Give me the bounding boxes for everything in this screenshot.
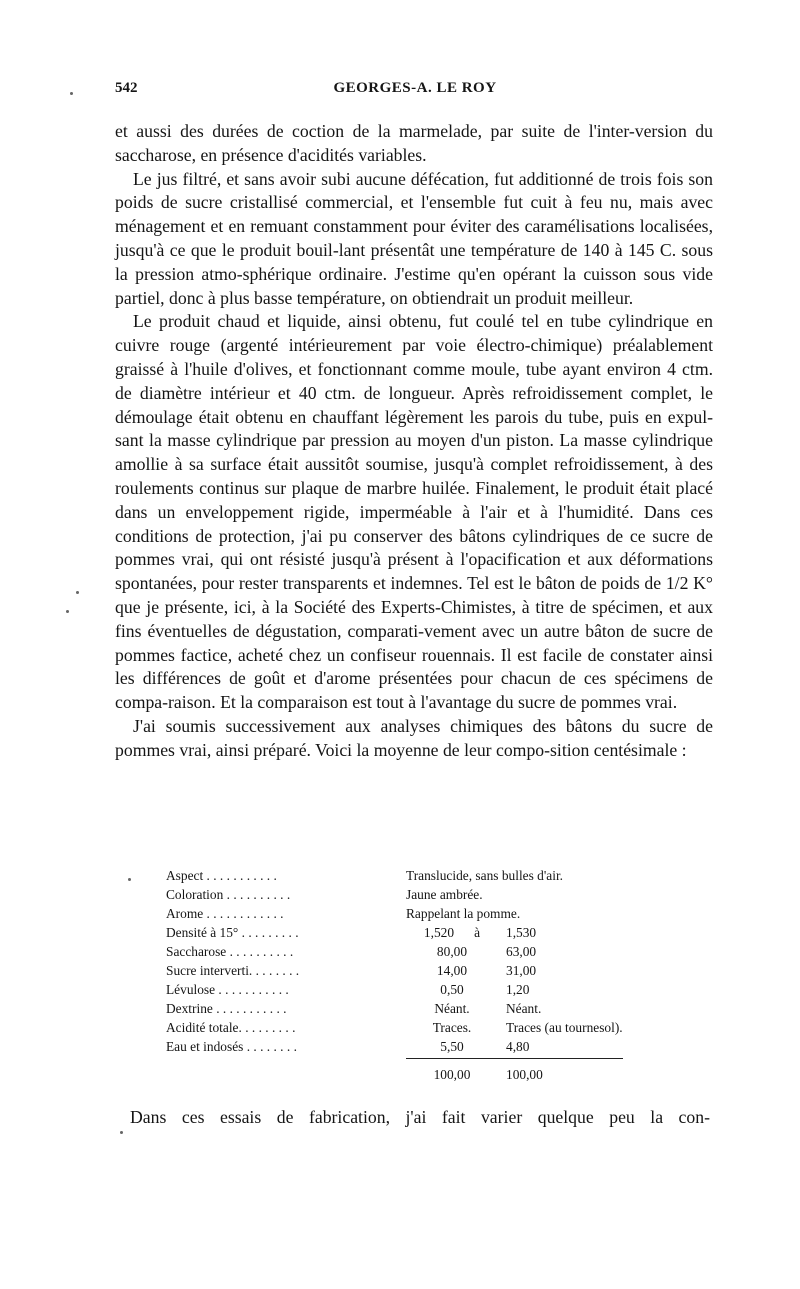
value-sample-1: 14,00 [436,963,468,978]
value-sample-2: 1,20 [506,982,530,997]
table-row [166,982,623,1001]
value: 1,520 [423,925,455,940]
table-row [166,925,623,944]
value-sample-1: 5,50 [440,1039,464,1054]
table-row [166,944,623,963]
table-row [166,906,623,925]
row-description: Jaune ambrée. [406,887,483,902]
table-total-row [166,1059,623,1087]
table-row [166,1001,623,1020]
row-label: Saccharose . . . . . . . . . . [166,944,294,959]
row-label: Sucre interverti. . . . . . . . [166,963,300,978]
range-separator: à [474,925,481,940]
page-header [115,80,715,104]
margin-speck [70,92,73,95]
value-sample-1: 0,50 [440,982,464,997]
row-label: Coloration . . . . . . . . . . [166,887,291,902]
table-row [166,1020,623,1039]
value-sample-2: Néant. [506,1001,542,1016]
table-row [166,887,623,906]
value-sample-2: 1,530 [506,925,537,940]
row-label: Arome . . . . . . . . . . . . [166,906,284,921]
row-label: Lévulose . . . . . . . . . . . [166,982,289,997]
body-text [115,120,713,763]
total-sample-1: 100,00 [406,1059,498,1087]
paragraph: Le produit chaud et liquide, ainsi obtenu, fut coulé tel en tube cylindrique en cuivre rouge (argenté intérieurement par voie électro-chimique) préalablement graissé à l'huile d'olives, et fonctionnant comme moule, tube ayant environ 4 ctm. de diamètre intérieur et 40 ctm. de longueur. Après refroidissement complet, le démoulage était obtenu en chauffant légèrement les parois du tube, puis en expul-sant la masse cylindrique par pression au moyen d'un piston. La masse cylindrique amollie à sa surface était aussitôt soumise, jusqu'à complet refroidissement, à des roulements continus sur plaque de marbre huilée. Finalement, le produit était placé dans un enveloppement rigide, imperméable à l'air et à l'humidité. Dans ces conditions de protection, j'ai pu conserver des bâtons cylindriques de ce sucre de pommes vrai, qui ont résisté jusqu'à présent à l'opacification et aux déformations spontanées, pour rester transparents et indemnes. Tel est le bâton de poids de 1/2 K° que je présente, ici, à la Société des Experts-Chimistes, à titre de spécimen, et aux fins éventuelles de dégustation, comparati-vement avec un autre bâton de sucre de pommes factice, acheté chez un confiseur rouennais. Il est facile de constater ainsi les différences de goût et d'arome présentées pour chacun de ces spécimens de compa-raison. Et la comparaison est tout à l'avantage du sucre de pommes vrai. [115,311,713,713]
value-sample-2: 63,00 [506,944,537,959]
paragraph: Le jus filtré, et sans avoir subi aucune défécation, fut additionné de trois fois son poids de sucre cristallisé commercial, et l'ensemble fut cuit à feu nu, mais avec ménagement et en remuant constamment pour éviter des caramélisations localisées, jusqu'à ce que le produit bouil-lant présentât une température de 140 à 145 C. sous la pression atmo-sphérique ordinaire. J'estime qu'en opérant la cuisson sous vide partiel, donc à plus basse température, on obtiendrait un produit meilleur. [115,168,713,308]
value-sample-1 [406,925,498,944]
value-sample-1: Traces. [432,1020,472,1035]
margin-speck [120,1131,123,1134]
paragraph: et aussi des durées de coction de la marmelade, par suite de l'inter-version du saccharose, en présence d'acidités variables. [115,121,713,165]
row-label: Eau et indosés . . . . . . . . [166,1039,297,1054]
row-description: Translucide, sans bulles d'air. [406,868,564,883]
paragraph: Dans ces essais de fabrication, j'ai fait varier quelque peu la con- [130,1107,710,1127]
value-sample-2: Traces (au tournesol). [506,1020,623,1035]
margin-speck [66,610,69,613]
row-description: Rappelant la pomme. [406,906,521,921]
composition-table [166,868,686,1086]
value-sample-2: 31,00 [506,963,537,978]
value-sample-1: Néant. [434,1001,470,1016]
running-title: GEORGES-A. LE ROY [333,80,497,96]
margin-speck [76,591,79,594]
row-label: Densité à 15° . . . . . . . . . [166,925,299,940]
row-label: Dextrine . . . . . . . . . . . [166,1001,287,1016]
value-sample-2: 4,80 [506,1039,530,1054]
row-label: Aspect . . . . . . . . . . . [166,868,277,883]
total-sample-2: 100,00 [498,1059,623,1087]
margin-speck [128,878,131,881]
table-row [166,963,623,982]
table-row [166,1039,623,1059]
page-number: 542 [115,80,138,96]
row-label: Acidité totale. . . . . . . . . [166,1020,296,1035]
paragraph: J'ai soumis successivement aux analyses chimiques des bâtons du sucre de pommes vrai, ainsi préparé. Voici la moyenne de leur compo-sition centésimale : [115,715,713,760]
table-row [166,868,623,887]
continuation-text [130,1106,710,1130]
value-sample-1: 80,00 [436,944,468,959]
